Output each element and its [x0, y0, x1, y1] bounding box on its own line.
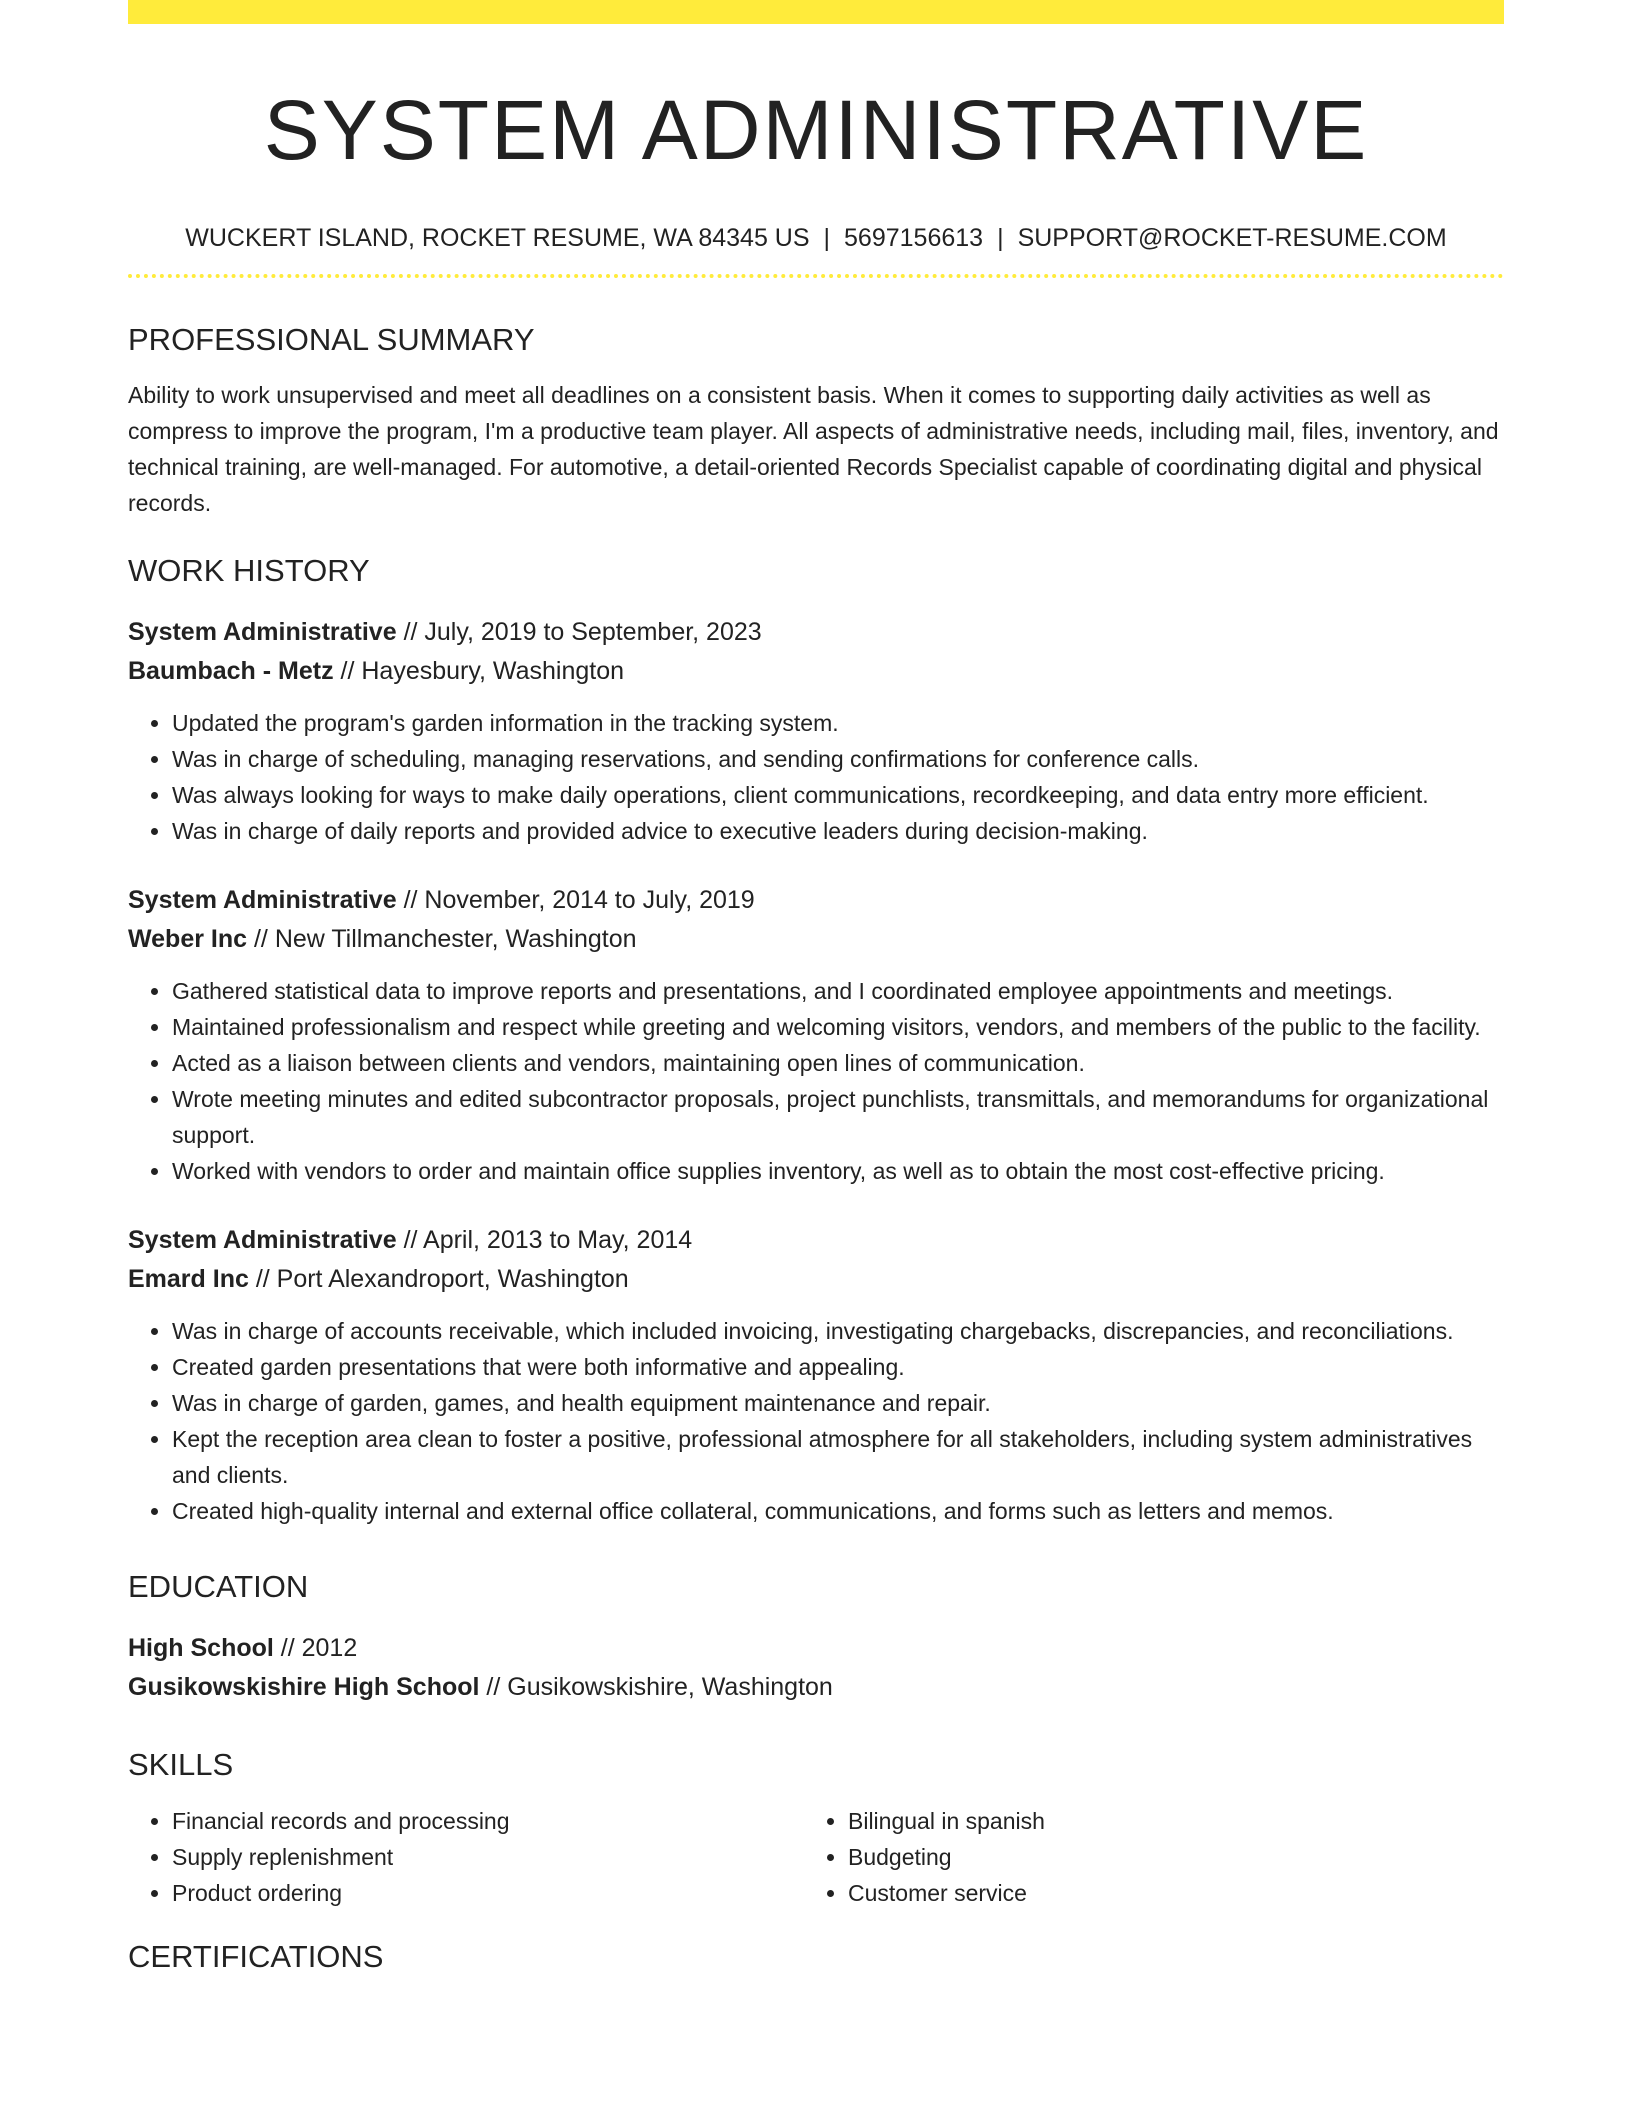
education-heading: EDUCATION [128, 1569, 309, 1604]
job-entry [128, 881, 1504, 1189]
skills-column-left [128, 1803, 804, 1911]
job-title: System Administrative [128, 1226, 397, 1254]
job-entry [128, 613, 1504, 849]
summary-text: Ability to work unsupervised and meet all deadlines on a consistent basis. When it comes to supporting daily activities as well as compress to improve the program, I'm a productive team player. All aspects of administrative needs, including mail, files, inventory, and technical training, are well-managed. For automotive, a detail-oriented Records Specialist capable of coordinating digital and physical records. [128, 382, 1499, 516]
bullet-item: • Kept the reception area clean to foster a positive, professional atmosphere for all stakeholders, including system administratives and clients. [172, 1421, 1504, 1493]
bullet-item: • Wrote meeting minutes and edited subcontractor proposals, project punchlists, transmittals, and memorandums for organizational support. [172, 1081, 1504, 1153]
skill-item: • Bilingual in spanish [848, 1803, 1480, 1839]
bullet-item: • Was in charge of daily reports and provided advice to executive leaders during decision-making. [172, 813, 1504, 849]
certifications-heading: CERTIFICATIONS [128, 1939, 384, 1974]
summary-heading: PROFESSIONAL SUMMARY [128, 322, 535, 357]
job-title-line [128, 613, 1504, 652]
education-location: // Gusikowskishire, Washington [479, 1673, 833, 1701]
job-bullets [128, 705, 1504, 849]
contact-phone: 5697156613 [844, 224, 984, 252]
job-company: Weber Inc [128, 925, 248, 953]
education-school: Gusikowskishire High School [128, 1673, 480, 1701]
job-location: // New Tillmanchester, Washington [247, 925, 637, 953]
education-entry [128, 1629, 1504, 1707]
job-location: // Port Alexandroport, Washington [248, 1265, 629, 1293]
education-degree-line [128, 1629, 1504, 1668]
job-location: // Hayesbury, Washington [333, 657, 624, 685]
job-title-line [128, 1221, 1504, 1260]
skill-item: • Customer service [848, 1875, 1480, 1911]
bullet-item: • Gathered statistical data to improve reports and presentations, and I coordinated employee appointments and meetings. [172, 973, 1504, 1009]
bullet-item: • Maintained professionalism and respect while greeting and welcoming visitors, vendors, and members of the public to the facility. [172, 1009, 1504, 1045]
skills-heading: SKILLS [128, 1747, 234, 1782]
skills-column-right [804, 1803, 1480, 1911]
education-school-line [128, 1668, 1504, 1707]
resume-name: SYSTEM ADMINISTRATIVE [263, 83, 1369, 177]
dotted-divider [128, 274, 1504, 278]
education-year: // 2012 [273, 1634, 358, 1662]
education-degree: High School [128, 1634, 274, 1662]
job-entry [128, 1221, 1504, 1529]
job-company-line [128, 652, 1504, 691]
resume-content [128, 0, 1504, 1977]
skill-item: • Budgeting [848, 1839, 1480, 1875]
contact-line [128, 222, 1504, 254]
contact-address: WUCKERT ISLAND, ROCKET RESUME, WA 84345 US [185, 224, 810, 252]
job-dates: // April, 2013 to May, 2014 [396, 1226, 693, 1254]
job-title-line [128, 881, 1504, 920]
job-company-line [128, 920, 1504, 959]
job-title: System Administrative [128, 618, 397, 646]
skill-item: • Financial records and processing [172, 1803, 804, 1839]
job-dates: // July, 2019 to September, 2023 [396, 618, 762, 646]
job-company-line [128, 1260, 1504, 1299]
bullet-item: • Worked with vendors to order and maintain office supplies inventory, as well as to obtain the most cost-effective pricing. [172, 1153, 1504, 1189]
job-bullets [128, 973, 1504, 1189]
contact-email: SUPPORT@ROCKET-RESUME.COM [1017, 224, 1447, 252]
job-company: Baumbach - Metz [128, 657, 334, 685]
bullet-item: • Was in charge of scheduling, managing reservations, and sending confirmations for conference calls. [172, 741, 1504, 777]
job-bullets [128, 1313, 1504, 1529]
bullet-item: • Acted as a liaison between clients and vendors, maintaining open lines of communication. [172, 1045, 1504, 1081]
bullet-item: • Updated the program's garden information in the tracking system. [172, 705, 1504, 741]
bullet-item: • Was in charge of garden, games, and health equipment maintenance and repair. [172, 1385, 1504, 1421]
skill-item: • Supply replenishment [172, 1839, 804, 1875]
contact-separator: | [823, 224, 831, 252]
bullet-item: • Created garden presentations that were both informative and appealing. [172, 1349, 1504, 1385]
contact-separator: | [997, 224, 1004, 252]
bullet-item: • Was always looking for ways to make daily operations, client communications, recordkeeping, and data entry more efficient. [172, 777, 1504, 813]
skill-item: • Product ordering [172, 1875, 804, 1911]
job-title: System Administrative [128, 886, 397, 914]
job-company: Emard Inc [128, 1265, 249, 1293]
job-dates: // November, 2014 to July, 2019 [396, 886, 755, 914]
bullet-item: • Was in charge of accounts receivable, which included invoicing, investigating chargebacks, discrepancies, and reconciliations. [172, 1313, 1504, 1349]
bullet-item: • Created high-quality internal and external office collateral, communications, and forms such as letters and memos. [172, 1493, 1504, 1529]
skills-list [128, 1803, 1504, 1911]
work-history-heading: WORK HISTORY [128, 553, 370, 588]
